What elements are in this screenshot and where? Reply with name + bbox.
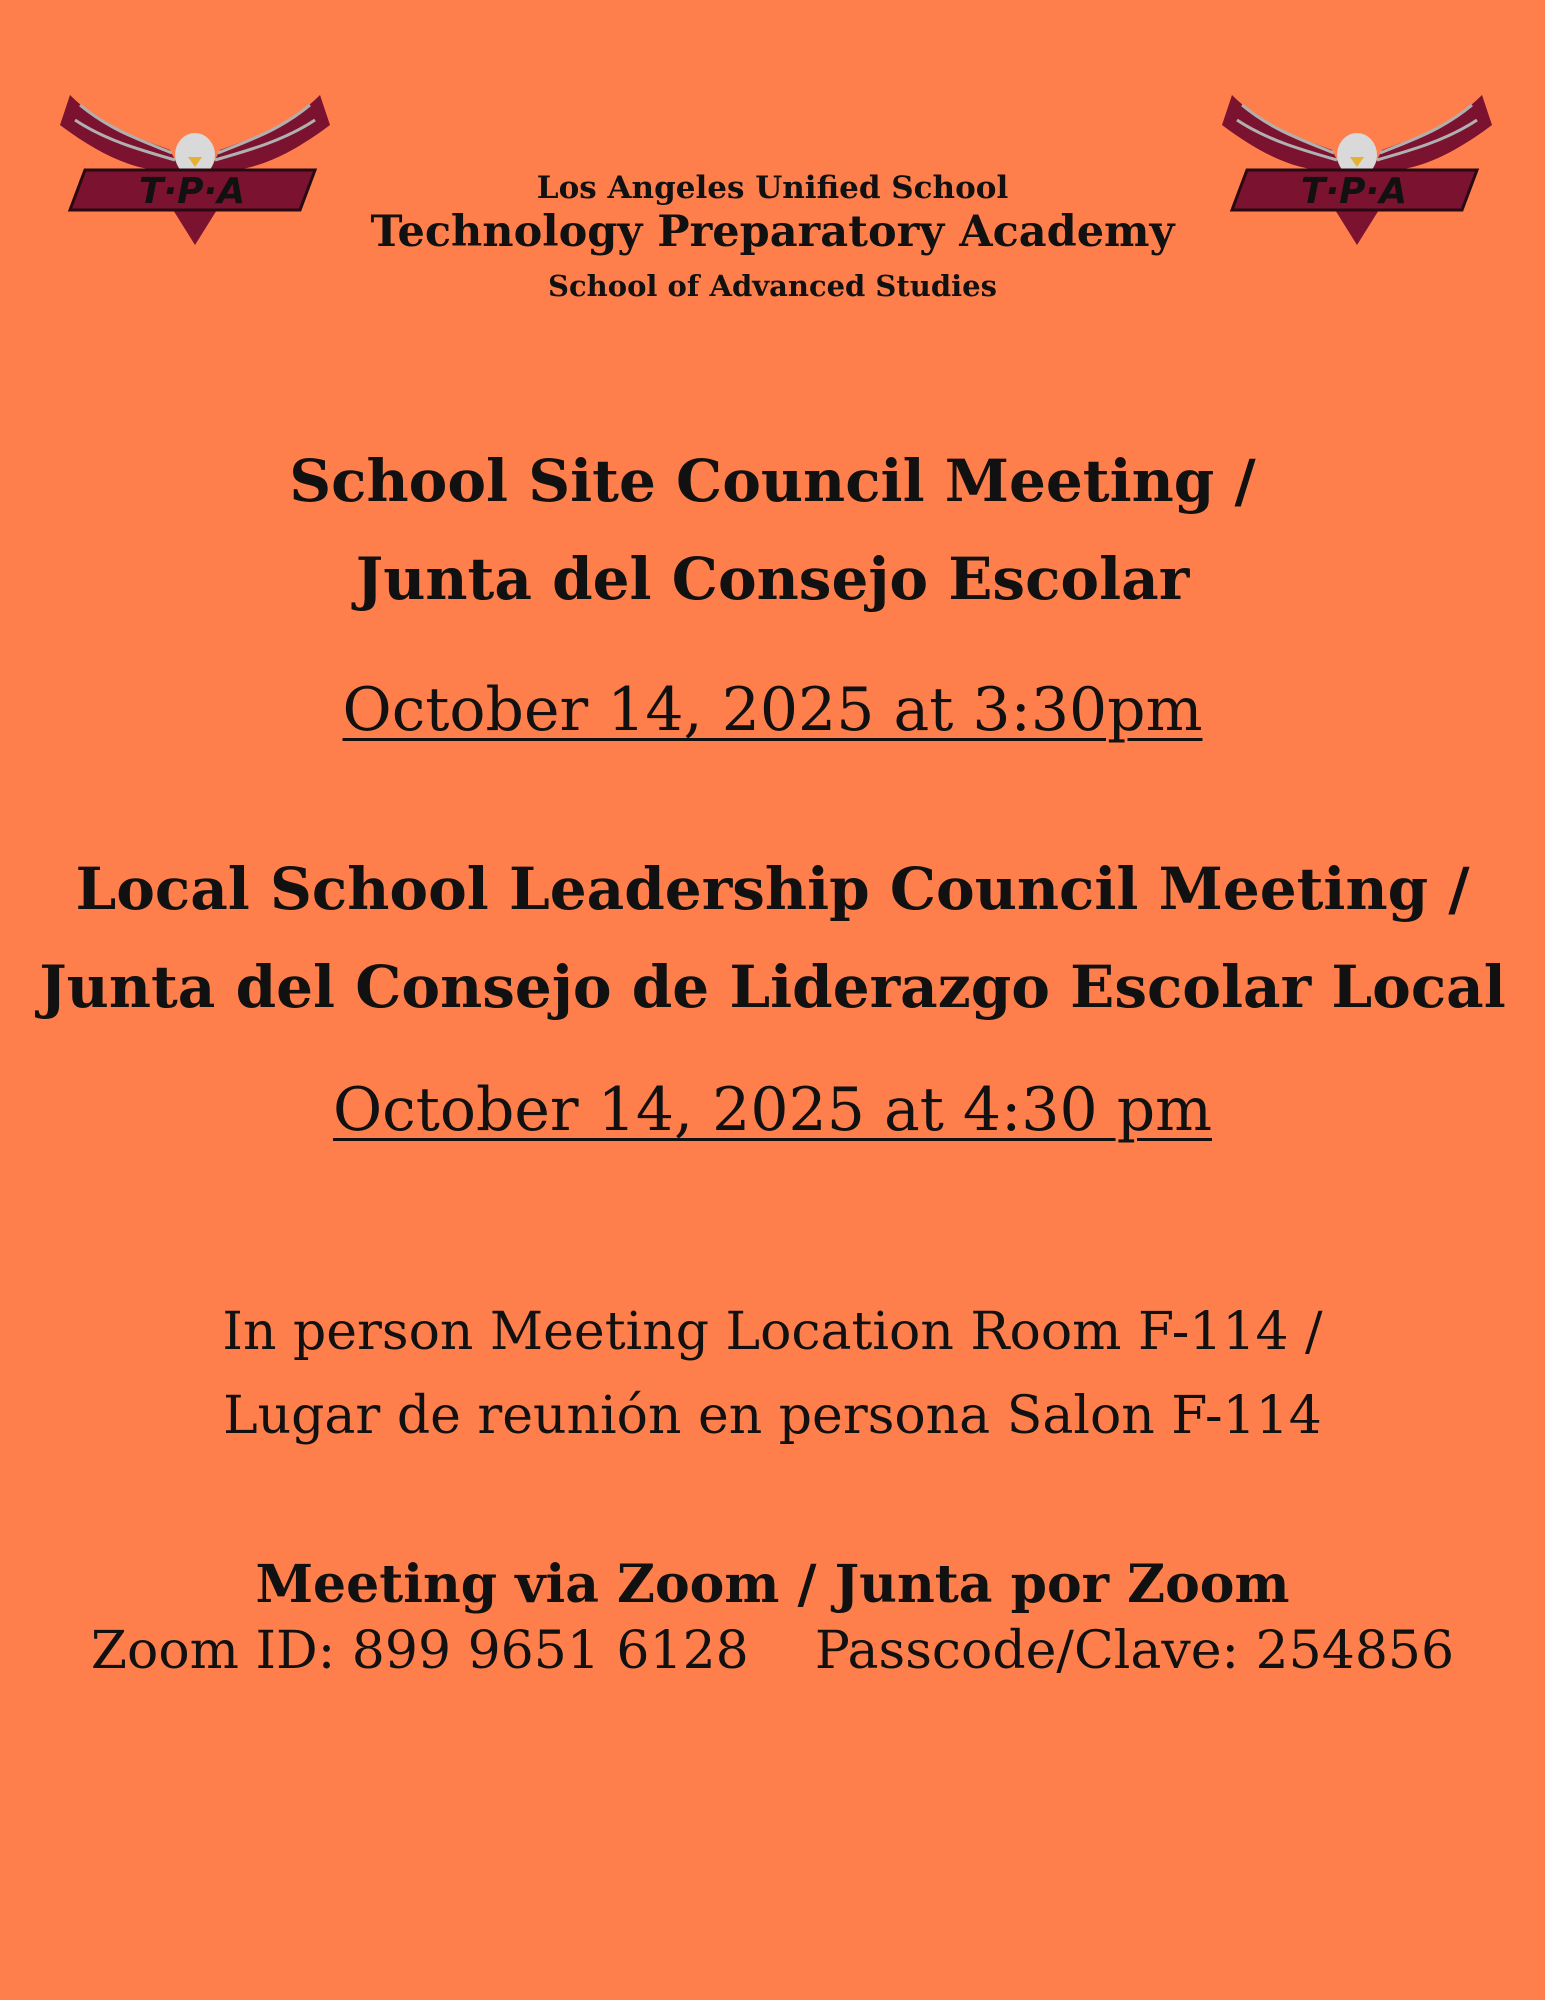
zoom-title: Meeting via Zoom / Junta por Zoom [255, 1554, 1290, 1615]
location-block [0, 1290, 1545, 1458]
meeting2-title [0, 840, 1545, 1036]
school-name: Technology Preparatory Academy [370, 207, 1175, 257]
logo-text: T·P·A [1300, 171, 1408, 212]
school-header [0, 170, 1545, 304]
meeting2-title-line1: Local School Leadership Council Meeting / [75, 855, 1470, 923]
meeting2-datetime-block [0, 1075, 1545, 1145]
meeting2-title-line2: Junta del Consejo de Liderazgo Escolar Local [39, 953, 1506, 1021]
zoom-passcode: Passcode/Clave: 254856 [814, 1621, 1455, 1681]
zoom-id: Zoom ID: 899 9651 6128 [90, 1621, 749, 1681]
location-line2: Lugar de reunión en persona Salon F-114 [223, 1386, 1322, 1446]
meeting1-title-line2: Junta del Consejo Escolar [355, 545, 1190, 613]
district-name: Los Angeles Unified School [536, 170, 1009, 206]
location-line1: In person Meeting Location Room F-114 / [222, 1302, 1323, 1362]
meeting1-datetime: October 14, 2025 at 3:30pm [342, 675, 1203, 745]
logo-text: T·P·A [138, 171, 246, 212]
meeting1-title-line1: School Site Council Meeting / [289, 447, 1256, 515]
zoom-details [0, 1618, 1545, 1684]
zoom-block [0, 1552, 1545, 1684]
meeting1-title [0, 432, 1545, 628]
meeting1-datetime-block [0, 675, 1545, 745]
meeting2-datetime: October 14, 2025 at 4:30 pm [332, 1075, 1213, 1145]
school-subtitle: School of Advanced Studies [548, 269, 997, 303]
